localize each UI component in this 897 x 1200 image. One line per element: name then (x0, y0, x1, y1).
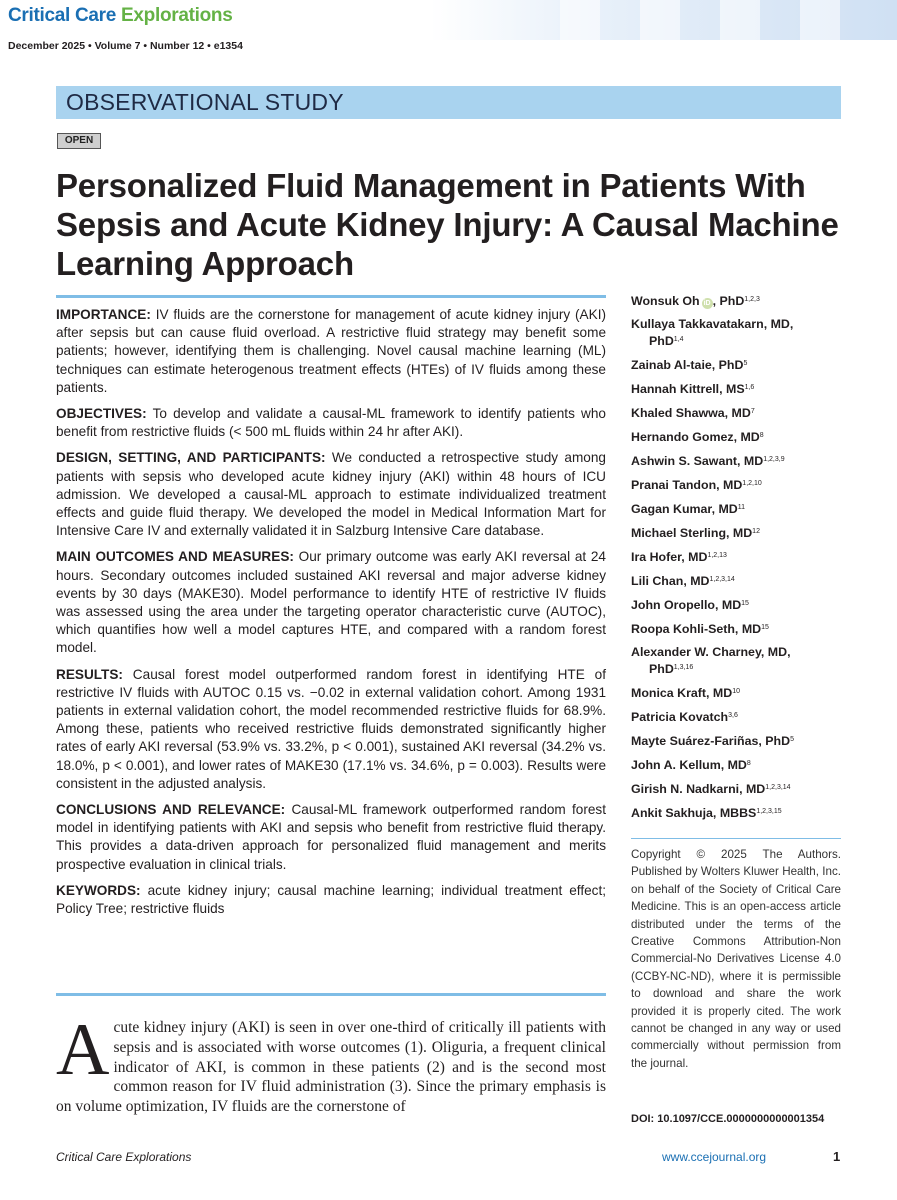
abstract-section-text: Our primary outcome was early AKI reversal at 24 hours. Secondary outcomes included sustained AKI reversal and major adverse kidney events by 30 days (MAKE30). Model performance to identify HTE of restrictive IV fluids was assessed using the area under the targeting operator characteristic curve (AUTOC), which quantifies how well a model captures HTE, and compared with a random forest model. (56, 549, 606, 656)
abstract-section (56, 449, 606, 540)
author-affiliations: 1,2,3,15 (756, 808, 782, 815)
author-affiliations: 11 (737, 504, 745, 511)
author-name: Zainab Al-taie, PhD (631, 358, 744, 372)
abstract-section-label: OBJECTIVES: (56, 406, 147, 422)
abstract-section (56, 666, 606, 793)
author-affiliations: 1,2,13 (707, 552, 727, 559)
author-degree: , PhD (712, 294, 745, 308)
author-affiliations: 1,2,3,14 (709, 576, 735, 583)
journal-name-part1: Critical Care (8, 5, 122, 26)
author-name: John A. Kellum, MD (631, 758, 747, 772)
orcid-icon[interactable]: iD (703, 300, 711, 307)
author-name: Mayte Suárez-Fariñas, PhD (631, 734, 791, 748)
author-name: Kullaya Takkavatakarn, MD, (631, 317, 794, 331)
author-entry (631, 804, 831, 821)
abstract-section-label: CONCLUSIONS AND RELEVANCE: (56, 802, 286, 818)
author-affiliations: 7 (750, 408, 755, 415)
author-degree: PhD (649, 334, 674, 348)
author-name: Michael Sterling, MD (631, 526, 753, 540)
author-name: Hannah Kittrell, MS (631, 382, 745, 396)
author-entry (631, 380, 831, 397)
abstract-section (56, 882, 606, 918)
author-name-continued (631, 660, 831, 677)
doi-link[interactable]: 10.1097/CCE.0000000000001354 (657, 1113, 825, 1125)
body-paragraph: cute kidney injury (AKI) is seen in over one-third of critically ill patients with sepsis and is associated with worse outcomes (1). Oliguria, a frequent clinical indicator of AKI, is common in these patients (2) and is the second most common reason for IV fluid administration (3). Since the primary emphasis is on volume optimization, IV fluids are the cornerstone of (56, 1019, 606, 1116)
open-access-badge: OPEN (57, 133, 101, 149)
issue-line: December 2025 • Volume 7 • Number 12 • e1354 (8, 40, 243, 52)
abstract-top-rule (56, 295, 606, 298)
abstract-section-label: IMPORTANCE: (56, 307, 151, 322)
abstract-section-text: Causal forest model outperformed random forest in identifying HTE of restrictive IV fluids with AUTOC 0.15 vs. −0.02 in external validation cohort. Among 1931 patients in external validation cohort, the model recommended restrictive fluids for 68.9%. Among these, patients who received restrictive fluids demonstrated significantly higher rates of early AKI reversal (53.9% vs. 33.2%, p < 0.001), sustained AKI reversal (34.2% vs. 18.0%, p < 0.001), and lower rates of MAKE30 (17.1% vs. 34.6%, p = 0.003). Results were consistent in the adjusted analysis. (56, 666, 606, 791)
author-entry (631, 780, 831, 797)
abstract-section (56, 801, 606, 874)
abstract-section-text: acute kidney injury; causal machine learning; individual treatment effect; Policy Tree; restrictive fluids (56, 882, 606, 917)
author-affiliations: 1,3,16 (673, 664, 694, 671)
author-degree: PhD (649, 662, 674, 676)
abstract-section-text: To develop and validate a causal-ML framework to identify patients who benefit from restrictive fluids (< 500 mL fluids within 24 hr after AKI). (56, 406, 606, 440)
author-entry (631, 500, 831, 517)
author-name: Gagan Kumar, MD (631, 502, 738, 516)
author-entry (631, 316, 831, 349)
author-affiliations: 1,2,3 (744, 296, 760, 303)
author-name: Ankit Sakhuja, MBBS (631, 806, 757, 820)
footer-journal: Critical Care Explorations (56, 1150, 192, 1164)
author-affiliations: 1,2,3,9 (763, 456, 785, 463)
journal-logo (8, 5, 233, 27)
abstract-section-text: IV fluids are the cornerstone for management of acute kidney injury (AKI) after sepsis but can cause fluid overload. A restrictive fluid strategy may benefit some patients; however, identifying them is challenging. Novel causal machine learning (ML) techniques can estimate heterogenous treatment effects (HTEs) of IV fluids among these patients. (56, 307, 606, 395)
author-affiliations: 3,6 (728, 712, 738, 719)
doi-label: DOI: (631, 1113, 658, 1125)
copyright-notice: Copyright © 2025 The Authors. Published by Wolters Kluwer Health, Inc. on behalf of the Society of Critical Care Medicine. This is an open-access article distributed under the terms of the Creative Commons Attribution-Non Commercial-No Derivatives License 4.0 (CCBY-NC-ND), where it is permissible to download and share the work provided it is properly cited. The work cannot be changed in any way or used commercially without permission from the journal. (631, 848, 841, 1070)
author-name: Ira Hofer, MD (631, 550, 708, 564)
author-entry (631, 572, 831, 589)
article-title: Personalized Fluid Management in Patients With Sepsis and Acute Kidney Injury: A Causal Machine Learning Approach (56, 167, 839, 282)
author-name: Monica Kraft, MD (631, 686, 733, 700)
author-affiliations: 1,2,10 (742, 480, 762, 487)
abstract-bottom-rule (56, 993, 606, 996)
abstract-section (56, 548, 606, 657)
author-entry (631, 292, 831, 309)
author-name: Lili Chan, MD (631, 574, 710, 588)
author-name: Patricia Kovatch (631, 710, 729, 724)
author-entry (631, 404, 831, 421)
author-affiliations: 10 (732, 688, 740, 695)
author-name: Roopa Kohli-Seth, MD (631, 622, 762, 636)
footer-url-link[interactable]: www.ccejournal.org (662, 1150, 767, 1164)
copyright-rule (631, 838, 841, 839)
author-entry (631, 708, 831, 725)
author-entry (631, 644, 831, 677)
author-entry (631, 596, 831, 613)
body-text (56, 1009, 606, 1117)
abstract-section-label: KEYWORDS: (56, 882, 141, 898)
author-entry (631, 620, 831, 637)
abstract-section (56, 405, 606, 441)
author-entry (631, 756, 831, 773)
author-name-continued (631, 332, 831, 349)
author-name: Ashwin S. Sawant, MD (631, 454, 764, 468)
doi (631, 1113, 824, 1125)
abstract (56, 306, 606, 926)
abstract-section-label: DESIGN, SETTING, AND PARTICIPANTS: (56, 450, 326, 466)
author-entry (631, 428, 831, 445)
abstract-section-label: MAIN OUTCOMES AND MEASURES: (56, 549, 294, 565)
page-number: 1 (833, 1149, 841, 1164)
author-affiliations: 12 (752, 528, 760, 535)
author-name: Hernando Gomez, MD (631, 430, 760, 444)
author-affiliations: 15 (761, 624, 769, 631)
abstract-section (56, 306, 606, 397)
author-name: John Oropello, MD (631, 598, 742, 612)
author-affiliations: 1,4 (673, 336, 684, 343)
author-name: Wonsuk Oh (631, 294, 700, 308)
abstract-section-text: We conducted a retrospective study among patients with sepsis who developed acute kidney injury (AKI) within 48 hours of ICU admission. We developed a causal-ML approach to estimate individualized treatment effects and guide fluid therapy. We developed the model in Medical Information Mart for Intensive Care IV and externally validated it in Salzburg Intensive Care database. (56, 450, 606, 539)
author-affiliations: 1,2,3,14 (765, 784, 791, 791)
author-entry (631, 732, 831, 749)
author-name: Alexander W. Charney, MD, (631, 645, 791, 659)
author-entry (631, 684, 831, 701)
author-entry (631, 356, 831, 373)
abstract-section-label: RESULTS: (56, 666, 123, 682)
author-affiliations: 8 (746, 760, 751, 767)
author-list (631, 292, 831, 828)
author-affiliations: 8 (759, 432, 764, 439)
abstract-section-text: Causal-ML framework outperformed random forest model in identifying patients with AKI and sepsis who benefit from restrictive fluid therapy. This provides a data-driven approach for personalized fluid management and merits prospective evaluation in clinical trials. (56, 802, 606, 872)
article-type: OBSERVATIONAL STUDY (66, 89, 344, 115)
author-entry (631, 524, 831, 541)
author-entry (631, 548, 831, 565)
author-name: Pranai Tandon, MD (631, 478, 743, 492)
author-entry (631, 476, 831, 493)
author-affiliations: 5 (790, 736, 794, 743)
journal-name-part2: Explorations (121, 5, 233, 26)
author-name: Girish N. Nadkarni, MD (631, 782, 766, 796)
author-affiliations: 5 (743, 360, 748, 367)
author-name: Khaled Shawwa, MD (631, 406, 751, 420)
author-entry (631, 452, 831, 469)
author-affiliations: 1,6 (744, 384, 755, 391)
author-affiliations: 15 (741, 600, 749, 607)
drop-cap: A (56, 1009, 110, 1091)
